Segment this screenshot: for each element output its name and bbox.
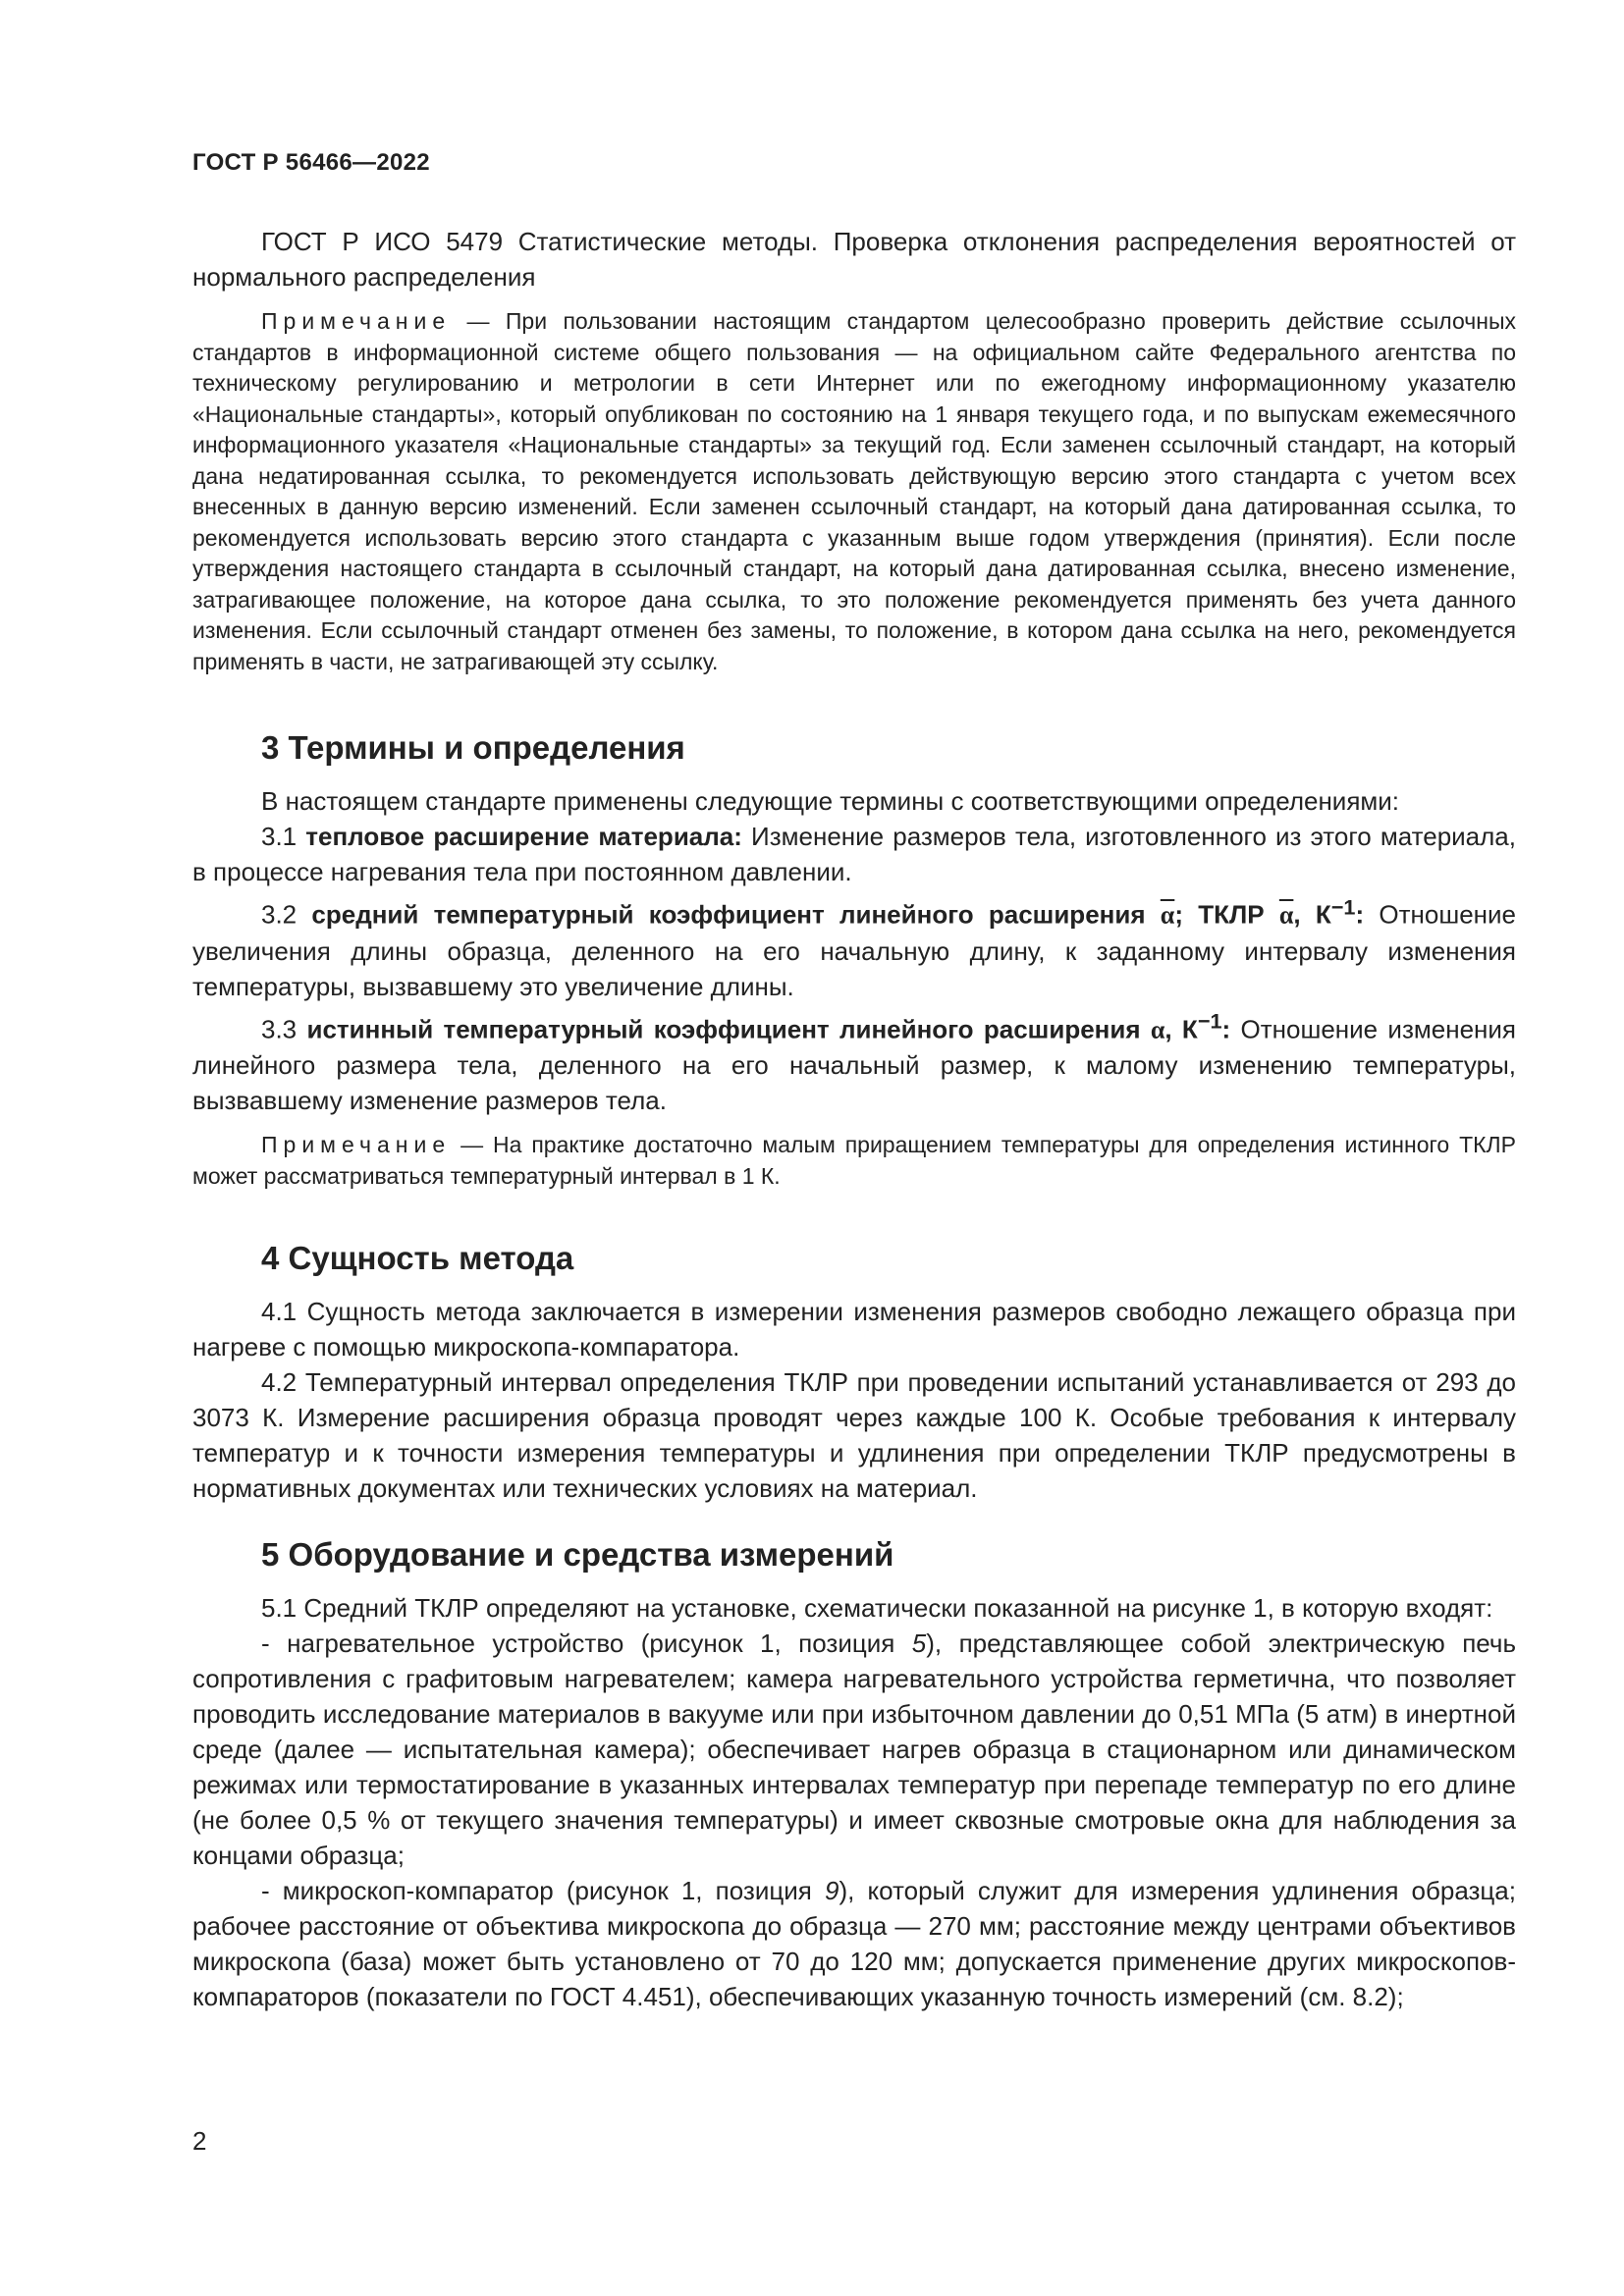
term-definition: Изменение размеров тела, изготовленного из этого материала, в процессе нагревания тела при постоянном давлении. <box>192 822 1516 886</box>
list-text: ), представляющее собой электрическую печь сопротивления с графитовым нагревателем; камера нагревательного устройства герметична, что позволяет проводить исследование материалов в вакууме или при избыточном давлении до 0,51 МПа (5 атм) в инертной среде (далее — испытательная камера); обеспечивает нагрев образца в стационарном или динамическом режимах или термостатирование в указанных интервалах температур при перепаде температур по его длине (не более 0,5 % от текущего значения температуры) и имеет сквозные смотровые окна для наблюдения за концами образца; <box>192 1629 1516 1871</box>
term-colon: : <box>1355 899 1365 930</box>
term-colon: : <box>1221 1014 1231 1044</box>
alpha-mean-symbol: $\overline{\alpha}$ <box>1160 900 1175 930</box>
document-body <box>192 224 1516 2014</box>
term-number: 3.1 <box>261 822 306 851</box>
list-item-heating-device <box>192 1626 1516 1873</box>
note-text: — При пользовании настоящим стандартом целесообразно проверить действие ссылочных стандартов в информационной системе общего пользования — на официальном сайте Федерального агентства по техническому регулированию и метрологии в сети Интернет или по ежегодному информационному указателю «Национальные стандарты», который опубликован по состоянию на 1 января текущего года, и по выпускам ежемесячного информационного указателя «Национальные стандарты» за текущий год. Если заменен ссылочный стандарт, на который дана недатированная ссылка, то рекомендуется использовать действующую версию этого стандарта с учетом всех внесенных в данную версию изменений. Если заменен ссылочный стандарт, на который дана датированная ссылка, то рекомендуется использовать версию этого стандарта с указанным выше годом утверждения (принятия). Если после утверждения настоящего стандарта в ссылочный стандарт, на который дана датированная ссылка, внесено изменение, затрагивающее положение, на которое дана ссылка, то это положение рекомендуется применять без учета данного изменения. Если ссылочный стандарт отменен без замены, то положение, в котором дана ссылка на него, рекомендуется применять в части, не затрагивающей эту ссылку. <box>192 308 1516 674</box>
note-text: — На практике достаточно малым приращением температуры для определения истинного ТКЛР может рассматриваться температурный интервал в 1 К. <box>192 1132 1516 1189</box>
section-5-heading: 5 Оборудование и средства измерений <box>261 1536 894 1574</box>
term-unit: , К <box>1164 1014 1198 1044</box>
list-item-microscope <box>192 1873 1516 2014</box>
list-text: - микроскоп-компаратор (рисунок 1, позиция <box>261 1876 825 1906</box>
term-name: средний температурный коэффициент линейного расширения <box>311 899 1146 930</box>
note-label: Примечание <box>261 308 452 334</box>
term-3-3 <box>192 1004 1516 1119</box>
term-3-1 <box>192 819 1516 889</box>
paragraph-4-1: 4.1 Сущность метода заключается в измерении изменения размеров свободно лежащего образца при нагреве с помощью микроскопа-компаратора. <box>192 1297 1516 1362</box>
section-3-note <box>192 1130 1516 1192</box>
page-number: 2 <box>192 2126 207 2156</box>
paragraph-4-2: 4.2 Температурный интервал определения ТКЛР при проведении испытаний устанавливается от 293 до 3073 К. Измерение расширения образца проводят через каждые 100 К. Особые требования к интервалу температур и к точности измерения температуры и удлинения при определении ТКЛР предусмотрены в нормативных документах или технических условиях на материал. <box>192 1367 1516 1504</box>
paragraph-5-1: 5.1 Средний ТКЛР определяют на установке, схематически показанной на рисунке 1, в которую входят: <box>261 1593 1493 1624</box>
term-definition: Отношение изменения линейного размера тела, деленного на его начальный размер, к малому изменению температуры, вызвавшему изменение размеров тела. <box>192 1014 1516 1116</box>
term-name: истинный температурный коэффициент линейного расширения <box>306 1014 1141 1044</box>
term-name: тепловое расширение материала: <box>305 822 742 851</box>
term-number: 3.3 <box>261 1014 307 1044</box>
position-number: 9 <box>824 1876 839 1906</box>
references-note <box>192 306 1516 677</box>
alpha-mean-symbol-2: $\overline{\alpha}$ <box>1278 900 1294 930</box>
section-3-intro: В настоящем стандарте применены следующие термины с соответствующими определениями: <box>261 786 1400 816</box>
term-number: 3.2 <box>261 899 312 930</box>
unit-exponent: −1 <box>1197 1008 1222 1034</box>
list-text: - нагревательное устройство (рисунок 1, позиция <box>261 1629 912 1659</box>
normative-reference: ГОСТ Р ИСО 5479 Статистические методы. Проверка отклонения распределения вероятностей от нормального распределения <box>192 227 1516 292</box>
list-text: ), который служит для измерения удлинения образца; рабочее расстояние от объектива микроскопа до образца — 270 мм; расстояние между центрами объективов микроскопа (база) может быть установлено от 70 до 120 мм; допускается применение других микроскопов-компараторов (показатели по ГОСТ 4.451), обеспечивающих указанную точность измерений (см. 8.2); <box>192 1876 1516 2012</box>
term-unit: , К <box>1293 899 1331 930</box>
term-abbreviation: ; ТКЛР <box>1174 899 1279 930</box>
unit-exponent: −1 <box>1330 894 1356 919</box>
note-label: Примечание <box>261 1132 452 1158</box>
position-number: 5 <box>911 1629 927 1659</box>
section-3-heading: 3 Термины и определения <box>261 729 685 766</box>
alpha-symbol: α <box>1150 1015 1165 1044</box>
section-4-heading: 4 Сущность метода <box>261 1240 574 1277</box>
term-definition: Отношение увеличения длины образца, деленного на его начальную длину, к заданному интервалу изменения температуры, вызвавшему это увеличение длины. <box>192 899 1517 1001</box>
term-3-2 <box>192 889 1516 1004</box>
document-header: ГОСТ Р 56466—2022 <box>192 149 430 176</box>
